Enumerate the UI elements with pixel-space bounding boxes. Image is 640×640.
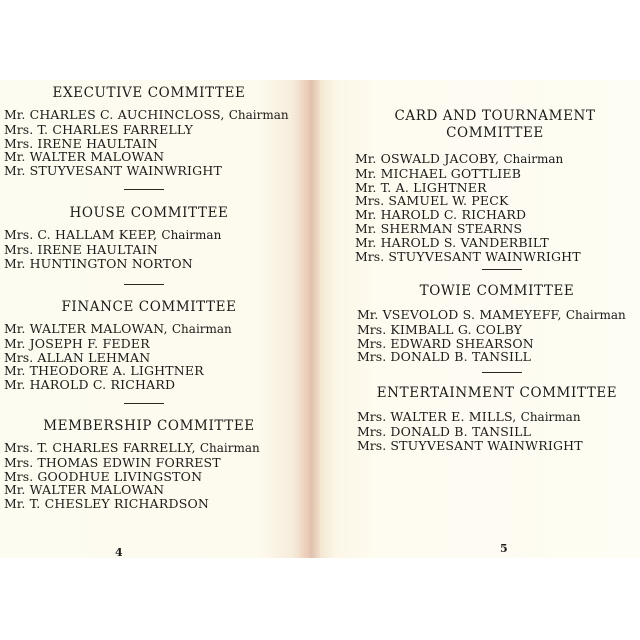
member-honorific: Mr. <box>355 179 377 195</box>
member-honorific: Mrs. <box>4 227 34 242</box>
member-list <box>357 308 637 364</box>
member-honorific: Mr. <box>355 220 377 236</box>
member-honorific: Mrs. <box>357 409 387 424</box>
entertainment-committee <box>357 385 637 452</box>
member-honorific: Mr. <box>4 377 26 393</box>
member-entry <box>4 137 294 151</box>
member-entry <box>355 236 635 250</box>
member-entry <box>4 257 294 271</box>
member-entry <box>4 123 294 137</box>
member-name: THEODORE A. LIGHTNER <box>29 363 204 379</box>
member-entry <box>4 337 294 351</box>
member-role: Chairman <box>171 322 232 336</box>
member-entry <box>355 250 635 264</box>
member-honorific: Mr. <box>4 482 26 498</box>
member-honorific: Mrs. <box>355 193 385 209</box>
member-honorific: Mrs. <box>357 321 387 337</box>
committee-title: FINANCE COMMITTEE <box>61 299 237 315</box>
member-name: DONALD B. TANSILL <box>390 423 532 439</box>
member-name: GOODHUE LIVINGSTON <box>37 468 203 484</box>
member-list <box>4 322 294 392</box>
member-list <box>355 152 635 263</box>
member-name: HAROLD C. RICHARD <box>29 377 176 393</box>
member-name: VSEVOLOD S. MAMEYEFF <box>382 307 558 322</box>
member-honorific: Mr. <box>4 163 26 179</box>
member-name: OSWALD JACOBY <box>380 151 495 166</box>
member-entry <box>357 323 637 337</box>
member-entry: Mrs. WALTER E. MILLS, Chairman <box>357 409 581 424</box>
member-name: WALTER E. MILLS <box>390 409 513 424</box>
member-honorific: Mrs. <box>4 349 34 365</box>
member-entry <box>355 222 635 236</box>
member-honorific: Mr. <box>4 363 26 379</box>
member-name: IRENE HAULTAIN <box>37 241 158 257</box>
member-entry <box>4 483 294 497</box>
member-honorific: Mrs. <box>357 423 387 439</box>
member-honorific: Mrs. <box>357 335 387 351</box>
member-honorific: Mrs. <box>4 135 34 151</box>
member-name: T. A. LIGHTNER <box>380 179 487 195</box>
member-entry: Mr. VSEVOLOD S. MAMEYEFF, Chairman <box>357 307 626 322</box>
member-entry <box>4 351 294 365</box>
membership-committee <box>4 418 294 511</box>
member-honorific: Mrs. <box>357 437 387 453</box>
member-role: Chairman <box>565 308 626 322</box>
member-list <box>4 108 294 178</box>
member-name: STUYVESANT WAINWRIGHT <box>29 163 222 179</box>
member-name: EDWARD SHEARSON <box>390 335 534 351</box>
member-honorific: Mrs. <box>4 454 34 470</box>
member-role: Chairman <box>161 228 222 242</box>
member-entry <box>357 439 637 453</box>
member-entry <box>4 364 294 378</box>
member-entry <box>4 470 294 484</box>
page-number-right: 5 <box>500 542 508 555</box>
section-divider <box>124 189 164 190</box>
member-entry <box>4 150 294 164</box>
member-name: STUYVESANT WAINWRIGHT <box>388 248 581 264</box>
member-honorific: Mr. <box>4 496 26 512</box>
book-spine <box>300 80 320 558</box>
member-name: WALTER MALOWAN <box>29 321 164 336</box>
member-name: HAROLD C. RICHARD <box>380 207 527 223</box>
member-name: ALLAN LEHMAN <box>37 349 151 365</box>
member-name: WALTER MALOWAN <box>29 149 165 165</box>
member-name: SHERMAN STEARNS <box>380 220 523 236</box>
section-divider <box>124 403 164 404</box>
house-committee <box>4 205 294 270</box>
member-entry <box>357 425 637 439</box>
member-role: Chairman <box>199 441 260 455</box>
member-name: T. CHARLES FARRELLY <box>37 440 192 455</box>
member-entry: Mr. CHARLES C. AUCHINCLOSS, Chairman <box>4 107 289 122</box>
member-list <box>4 441 294 511</box>
member-honorific: Mr. <box>4 255 26 271</box>
member-honorific: Mrs. <box>357 349 387 365</box>
page-number-left: 4 <box>115 546 123 559</box>
member-name: MICHAEL GOTTLIEB <box>380 165 522 181</box>
member-honorific: Mrs. <box>4 241 34 257</box>
finance-committee <box>4 299 294 392</box>
committee-title: TOWIE COMMITTEE <box>419 283 575 299</box>
member-name: C. HALLAM KEEP <box>37 227 154 242</box>
committee-title-line2: COMMITTEE <box>446 125 544 141</box>
member-name: STUYVESANT WAINWRIGHT <box>390 437 583 453</box>
member-name: THOMAS EDWIN FORREST <box>37 454 221 470</box>
member-list <box>357 410 637 452</box>
member-entry: Mrs. C. HALLAM KEEP, Chairman <box>4 227 222 242</box>
member-name: HAROLD S. VANDERBILT <box>380 234 549 250</box>
committee-title: EXECUTIVE COMMITTEE <box>52 85 246 101</box>
section-divider <box>482 372 522 373</box>
executive-committee <box>4 85 294 178</box>
member-entry <box>355 194 635 208</box>
member-honorific: Mr. <box>355 151 377 166</box>
member-entry: Mrs. T. CHARLES FARRELLY, Chairman <box>4 440 260 455</box>
member-list <box>4 228 294 270</box>
member-name: WALTER MALOWAN <box>29 482 165 498</box>
member-name: DONALD B. TANSILL <box>390 349 532 365</box>
member-name: T. CHESLEY RICHARDSON <box>29 496 210 512</box>
card-and-tournament-committee <box>355 108 635 263</box>
member-entry <box>355 208 635 222</box>
member-honorific: Mrs. <box>4 440 34 455</box>
member-name: KIMBALL G. COLBY <box>390 321 523 337</box>
member-entry <box>357 350 637 364</box>
member-entry <box>357 337 637 351</box>
member-name: HUNTINGTON NORTON <box>29 255 193 271</box>
committee-title: MEMBERSHIP COMMITTEE <box>43 418 255 434</box>
member-honorific: Mr. <box>4 321 26 336</box>
member-entry <box>355 181 635 195</box>
member-role: Chairman <box>520 410 581 424</box>
member-honorific: Mrs. <box>4 468 34 484</box>
member-honorific: Mrs. <box>4 121 34 137</box>
member-honorific: Mr. <box>355 234 377 250</box>
member-honorific: Mr. <box>357 307 379 322</box>
member-role: Chairman <box>228 108 289 122</box>
member-entry <box>4 164 294 178</box>
member-honorific: Mr. <box>355 207 377 223</box>
member-name: IRENE HAULTAIN <box>37 135 158 151</box>
committee-title: HOUSE COMMITTEE <box>69 205 229 221</box>
towie-committee <box>357 283 637 364</box>
member-entry <box>4 378 294 392</box>
member-honorific: Mr. <box>4 107 26 122</box>
member-entry <box>355 167 635 181</box>
member-honorific: Mr. <box>4 149 26 165</box>
member-name: JOSEPH F. FEDER <box>29 335 150 351</box>
member-name: T. CHARLES FARRELLY <box>37 121 194 137</box>
member-role: Chairman <box>503 152 564 166</box>
member-entry <box>4 497 294 511</box>
member-honorific: Mr. <box>4 335 26 351</box>
section-divider <box>124 284 164 285</box>
member-honorific: Mr. <box>355 165 377 181</box>
committee-title: ENTERTAINMENT COMMITTEE <box>376 385 618 401</box>
member-entry <box>4 243 294 257</box>
member-entry: Mr. OSWALD JACOBY, Chairman <box>355 151 564 166</box>
member-name: SAMUEL W. PECK <box>388 193 509 209</box>
committee-title: CARD AND TOURNAMENT <box>394 108 596 124</box>
member-honorific: Mrs. <box>355 248 385 264</box>
member-name: CHARLES C. AUCHINCLOSS <box>29 107 221 122</box>
section-divider <box>482 269 522 270</box>
member-entry: Mr. WALTER MALOWAN, Chairman <box>4 321 232 336</box>
member-entry <box>4 456 294 470</box>
